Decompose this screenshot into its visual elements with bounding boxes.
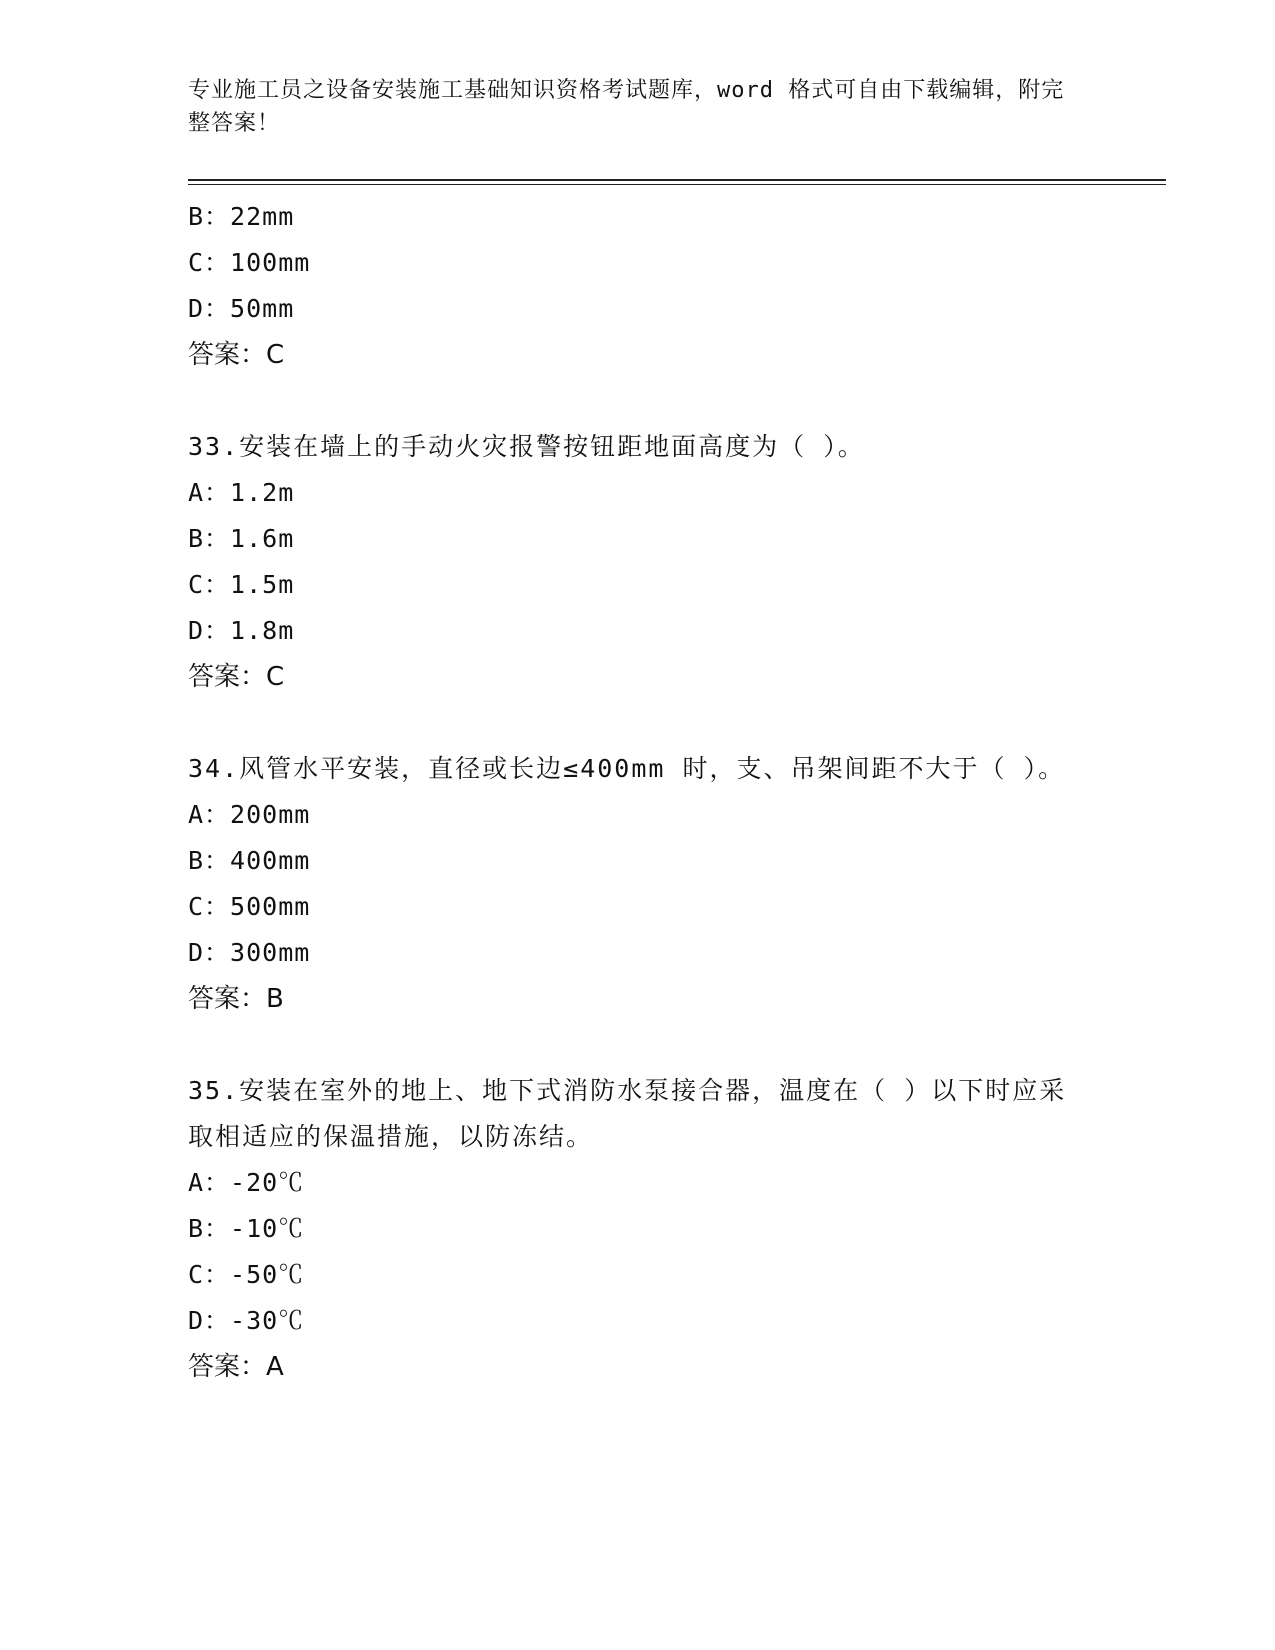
header-divider-thick: [188, 179, 1166, 181]
option-d: D：300mm: [188, 938, 311, 967]
option-c: C：-50℃: [188, 1260, 305, 1289]
spacer: [188, 1022, 1088, 1068]
option-d: D：-30℃: [188, 1306, 305, 1335]
option-a: A：-20℃: [188, 1168, 305, 1197]
option-b: B：-10℃: [188, 1214, 305, 1243]
option-b: B：400mm: [188, 846, 311, 875]
question-text: 33.安装在墙上的手动火灾报警按钮距地面高度为（ ）。: [188, 432, 865, 461]
option-d: D：1.8m: [188, 616, 295, 645]
page-header: 专业施工员之设备安装施工基础知识资格考试题库，word 格式可自由下载编辑，附完整答案！: [188, 78, 1065, 136]
question-35: [188, 1068, 1088, 1390]
option-c: C：1.5m: [188, 570, 295, 599]
option-a: A：1.2m: [188, 478, 295, 507]
header-divider-thin: [188, 184, 1166, 185]
option-c: C：100mm: [188, 248, 311, 277]
option-b: B：1.6m: [188, 524, 295, 553]
question-33: [188, 424, 1088, 700]
option-d: D：50mm: [188, 294, 295, 323]
question-text: 35.安装在室外的地上、地下式消防水泵接合器，温度在（ ）以下时应采取相适应的保温措施，以防冻结。: [188, 1076, 1067, 1151]
question-list: [188, 194, 1088, 1390]
answer-line: 答案：C: [188, 662, 285, 692]
question-32-continued: [188, 194, 1088, 378]
option-c: C：500mm: [188, 892, 311, 921]
question-34: [188, 746, 1088, 1022]
answer-line: 答案：A: [188, 1352, 284, 1382]
answer-line: 答案：B: [188, 984, 284, 1014]
answer-line: 答案：C: [188, 340, 285, 370]
option-b: B：22mm: [188, 202, 295, 231]
spacer: [188, 700, 1088, 746]
question-text: 34.风管水平安装，直径或长边≤400mm 时，支、吊架间距不大于（ ）。: [188, 754, 1066, 783]
option-a: A：200mm: [188, 800, 311, 829]
spacer: [188, 378, 1088, 424]
